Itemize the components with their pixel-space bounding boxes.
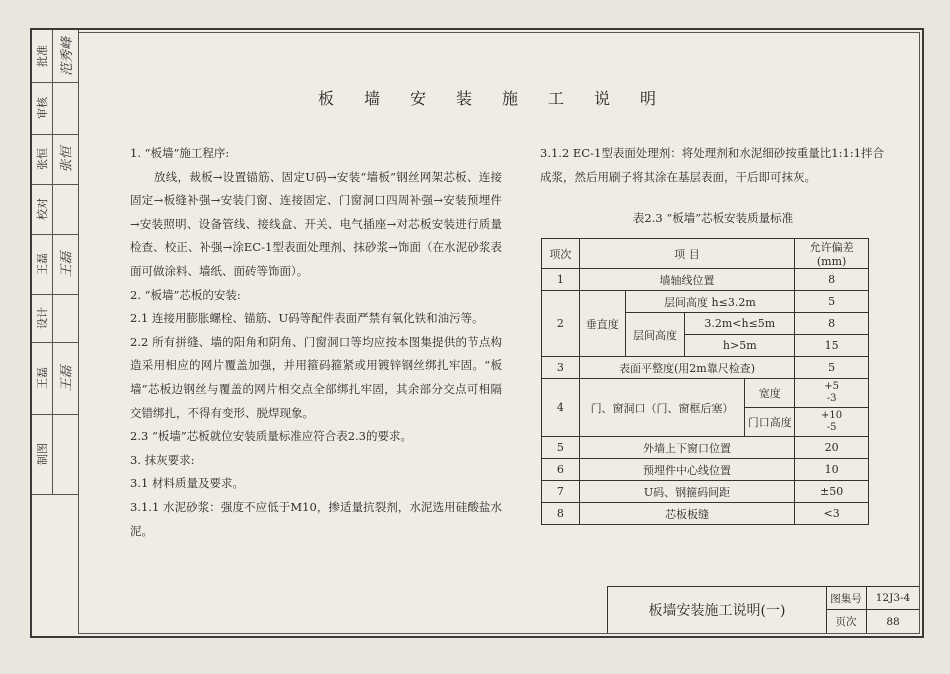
row-subitem: h>5m — [685, 335, 795, 357]
sidebar-label — [32, 134, 53, 184]
sidebar-label-text: 制图 — [36, 443, 49, 465]
row-value: 15 — [795, 335, 869, 357]
table-row — [542, 503, 869, 525]
atlas-number: 12J3-4 — [867, 587, 919, 610]
header-tolerance: 允许偏差(mm) — [795, 239, 869, 269]
row-value: 10 — [795, 459, 869, 481]
sidebar-row — [32, 414, 78, 495]
sidebar-row — [32, 294, 78, 343]
row-no: 3 — [542, 357, 580, 379]
page-label: 页次 — [826, 610, 867, 633]
row-item: 宽度 — [745, 379, 795, 408]
body-paragraph: 3. 抹灰要求: — [130, 452, 195, 467]
sidebar-label-text: 王磊 — [36, 367, 49, 389]
body-paragraph: 1. “板墙”施工程序: — [130, 146, 230, 160]
row-item: 层间高度 h≤3.2m — [625, 291, 795, 313]
row-item: 外墙上下窗口位置 — [579, 437, 794, 459]
signature-text: 王磊 — [59, 250, 75, 278]
atlas-label: 图集号 — [826, 587, 867, 610]
sidebar-row — [32, 234, 78, 295]
row-item: 芯板板缝 — [579, 503, 794, 525]
row-no: 1 — [542, 269, 580, 291]
signature — [52, 294, 78, 342]
sidebar-row — [32, 82, 78, 135]
row-value: 5 — [795, 357, 869, 379]
row-no: 7 — [542, 481, 580, 503]
sidebar-label — [32, 294, 53, 342]
signature — [52, 30, 78, 82]
row-item: 预埋件中心线位置 — [579, 459, 794, 481]
row-value: +5 -3 — [795, 379, 869, 408]
row-no: 8 — [542, 503, 580, 525]
table-header-row — [542, 239, 869, 269]
row-group: 垂直度 — [579, 291, 625, 357]
body-paragraph: 2.1 连接用膨胀螺栓、锚筋、U码等配件表面严禁有氧化铁和油污等。 — [130, 311, 484, 326]
table-title: 表2.3 “板墙”芯板安装质量标准 — [632, 211, 794, 225]
row-no: 5 — [542, 437, 580, 459]
sidebar-label — [32, 414, 53, 494]
header-item: 项 目 — [579, 239, 794, 269]
row-item: 墙轴线位置 — [579, 269, 794, 291]
title-block — [607, 586, 919, 633]
table-row — [542, 437, 869, 459]
signature — [52, 82, 78, 134]
row-value: ±50 — [795, 481, 869, 503]
row-no: 6 — [542, 459, 580, 481]
body-paragraph: 2. “板墙”芯板的安装: — [130, 287, 241, 302]
right-paragraph: 3.1.2 EC-1型表面处理剂：将处理剂和水泥细砂按重量比1:1:1拌合成浆，然后用刷子将其涂在基层表面，干后即可抹灰。 — [540, 146, 885, 184]
sidebar-label — [32, 30, 53, 82]
row-item: 门口高度 — [745, 408, 795, 437]
row-item: U码、钢箍码间距 — [579, 481, 794, 503]
row-value: 8 — [795, 269, 869, 291]
sidebar-label-text: 批准 — [36, 45, 49, 67]
row-value: <3 — [795, 503, 869, 525]
row-item: 层间高度 — [625, 313, 685, 357]
body-paragraph: 2.3 “板墙”芯板就位安装质量标准应符合表2.3的要求。 — [130, 429, 412, 444]
signature-sidebar — [32, 30, 79, 634]
sidebar-label-text: 张恒 — [36, 148, 49, 170]
body-paragraph: 2.2 所有拼缝、墙的阳角和阴角、门窗洞口等均应按本图集提供的节点构造采用相应的网片覆盖加强，并用箍码箍紧或用镀锌钢丝绑扎牢固。“板墙”芯板边钢丝与覆盖的网片相交点全部绑扎牢固，其余部分交点可相隔交错绑扎，不得有变形、脱焊现象。 — [130, 334, 502, 420]
header-no: 项次 — [542, 239, 580, 269]
sidebar-row — [32, 184, 78, 235]
sidebar-label — [32, 234, 53, 294]
row-no: 4 — [542, 379, 580, 437]
signature — [52, 184, 78, 234]
body-paragraph: 放线，裁板→设置锚筋、固定U码→安装“墙板”钢丝网架芯板、连接固定→板缝补强→安装门窗、连接固定、门窗洞口四周补强→安装预埋件→安装照明、设备管线、接线盒、开关、电气插座→对芯板安装进行质量检查、校正、补强→涂EC-1型表面处理剂、抹砂浆→饰面（在水泥砂浆表面可做涂料、墙纸、面砖等饰面）。 — [130, 169, 502, 278]
page-number: 88 — [886, 615, 900, 628]
right-column — [540, 142, 886, 189]
row-group: 门、窗洞口（门、窗框后塞） — [579, 379, 744, 437]
sidebar-label-text: 审核 — [36, 97, 49, 119]
drawing-name: 板墙安装施工说明(一) — [608, 587, 827, 633]
signature — [52, 342, 78, 414]
body-paragraph: 3.1.1 水泥砂浆：强度不应低于M10，掺适量抗裂剂，水泥选用硅酸盐水泥。 — [130, 499, 502, 538]
row-value: 8 — [795, 313, 869, 335]
sidebar-row — [32, 134, 78, 185]
table-row — [542, 459, 869, 481]
table-row — [542, 269, 869, 291]
row-value: +10 -5 — [795, 408, 869, 437]
signature-text: 张恒 — [59, 145, 75, 173]
signature-text: 范秀峰 — [59, 36, 75, 76]
table-row — [542, 291, 869, 313]
sidebar-label — [32, 342, 53, 414]
sidebar-row — [32, 30, 78, 83]
signature — [52, 234, 78, 294]
page-title: 板墙安装施工说明 — [318, 89, 687, 108]
sidebar-label-text: 设计 — [36, 307, 49, 329]
table-row — [542, 481, 869, 503]
row-item: 表面平整度(用2m靠尺检查) — [579, 357, 794, 379]
body-paragraph: 3.1 材料质量及要求。 — [130, 476, 244, 491]
left-column — [130, 142, 502, 543]
sidebar-row — [32, 342, 78, 415]
row-value: 5 — [795, 291, 869, 313]
signature — [52, 414, 78, 494]
sidebar-label-text: 王磊 — [36, 253, 49, 275]
signature — [52, 134, 78, 184]
sidebar-label — [32, 184, 53, 234]
sidebar-label-text: 校对 — [36, 198, 49, 220]
signature-text: 王磊 — [59, 364, 75, 392]
table-row — [542, 357, 869, 379]
table-row — [542, 379, 869, 408]
sidebar-label — [32, 82, 53, 134]
row-no: 2 — [542, 291, 580, 357]
row-subitem: 3.2m<h≤5m — [685, 313, 795, 335]
row-value: 20 — [795, 437, 869, 459]
quality-standard-table — [541, 238, 869, 525]
